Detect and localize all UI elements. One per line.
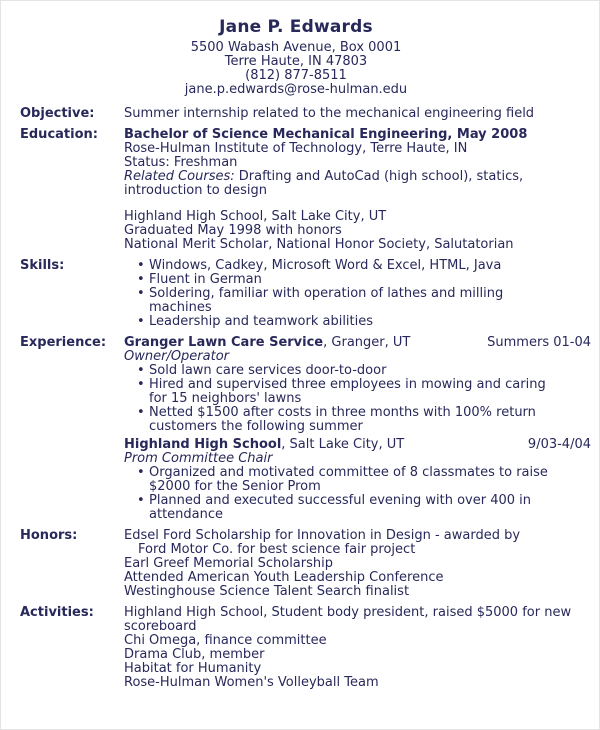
- job-bullet-continued: for 15 neighbors' lawns: [149, 391, 302, 406]
- candidate-name: Jane P. Edwards: [219, 17, 373, 37]
- job-bullet: • Organized and motivated committee of 8 classmates to raise: [124, 466, 591, 480]
- objective-text: Summer internship related to the mechanical engineering field: [124, 106, 535, 121]
- related-courses-text: Drafting and AutoCad (high school), statics,: [234, 169, 524, 184]
- honor-item: Attended American Youth Leadership Conference: [124, 570, 444, 585]
- job-company: Granger Lawn Care Service: [124, 335, 324, 350]
- job-dates: Summers 01-04: [487, 335, 591, 350]
- highschool-name: Highland High School, Salt Lake City, UT: [124, 209, 387, 224]
- section-education: [20, 128, 591, 252]
- activity-item: Habitat for Humanity: [124, 661, 262, 676]
- job-company-location: [124, 438, 404, 452]
- related-courses-label: Related Courses:: [124, 169, 235, 184]
- activity-item: Chi Omega, finance committee: [124, 633, 327, 648]
- address-line-2: Terre Haute, IN 47803: [224, 54, 368, 69]
- phone-number: (812) 877-8511: [245, 68, 347, 83]
- section-honors: [20, 529, 591, 599]
- job-bullet: • Netted $1500 after costs in three months with 100% return: [124, 406, 591, 420]
- activity-item: Highland High School, Student body president, raised $5000 for new: [124, 605, 572, 620]
- job-role: Owner/Operator: [124, 349, 230, 364]
- activity-item: Rose-Hulman Women's Volleyball Team: [124, 675, 379, 690]
- section-label-education: Education:: [20, 127, 98, 142]
- job-location: , Salt Lake City, UT: [281, 437, 405, 452]
- skill-item: • Soldering, familiar with operation of lathes and milling: [124, 287, 591, 301]
- section-label-skills: Skills:: [20, 258, 65, 273]
- job-role: Prom Committee Chair: [124, 451, 273, 466]
- highschool-graduation: Graduated May 1998 with honors: [124, 223, 342, 238]
- job-company: Highland High School: [124, 437, 282, 452]
- address-line-1: 5500 Wabash Avenue, Box 0001: [190, 40, 402, 55]
- section-label-activities: Activities:: [20, 605, 94, 620]
- highschool-distinctions: National Merit Scholar, National Honor Society, Salutatorian: [124, 237, 514, 252]
- section-label-objective: Objective:: [20, 106, 95, 121]
- section-label-experience: Experience:: [20, 335, 107, 350]
- job-bullet: • Hired and supervised three employees in mowing and caring: [124, 378, 591, 392]
- enrollment-status: Status: Freshman: [124, 155, 238, 170]
- section-skills: [20, 259, 591, 329]
- activity-item-continued: scoreboard: [124, 619, 197, 634]
- resume-header: [20, 18, 591, 97]
- honor-item-continued: Ford Motor Co. for best science fair project: [138, 542, 416, 557]
- section-experience: [20, 336, 591, 522]
- related-courses-continued: introduction to design: [124, 183, 267, 198]
- related-courses-line: [124, 170, 591, 184]
- job-dates: 9/03-4/04: [527, 437, 591, 452]
- skill-item: • Fluent in German: [124, 273, 591, 287]
- activity-item: Drama Club, member: [124, 647, 265, 662]
- email-address: jane.p.edwards@rose-hulman.edu: [184, 82, 408, 97]
- job-bullet-continued: $2000 for the Senior Prom: [149, 479, 321, 494]
- job-header: [124, 438, 591, 452]
- job-header: [124, 336, 591, 350]
- degree-title: Bachelor of Science Mechanical Engineering, May 2008: [124, 127, 528, 142]
- job-bullet-continued: customers the following summer: [149, 419, 363, 434]
- skill-item: • Leadership and teamwork abilities: [124, 315, 591, 329]
- job-bullet-continued: attendance: [149, 507, 224, 522]
- section-activities: [20, 606, 591, 690]
- section-objective: [20, 107, 591, 121]
- skill-item: • Windows, Cadkey, Microsoft Word & Excel, HTML, Java: [124, 259, 591, 273]
- section-label-honors: Honors:: [20, 528, 78, 543]
- job-bullet: • Sold lawn care services door-to-door: [124, 364, 591, 378]
- college-name: Rose-Hulman Institute of Technology, Terre Haute, IN: [124, 141, 468, 156]
- honor-item: Edsel Ford Scholarship for Innovation in Design - awarded by: [124, 528, 521, 543]
- skill-item-continued: machines: [149, 300, 212, 315]
- job-company-location: [124, 336, 410, 350]
- job-bullet: • Planned and executed successful evening with over 400 in: [124, 494, 591, 508]
- honor-item: Earl Greef Memorial Scholarship: [124, 556, 333, 571]
- honor-item: Westinghouse Science Talent Search finalist: [124, 584, 410, 599]
- job-location: , Granger, UT: [323, 335, 411, 350]
